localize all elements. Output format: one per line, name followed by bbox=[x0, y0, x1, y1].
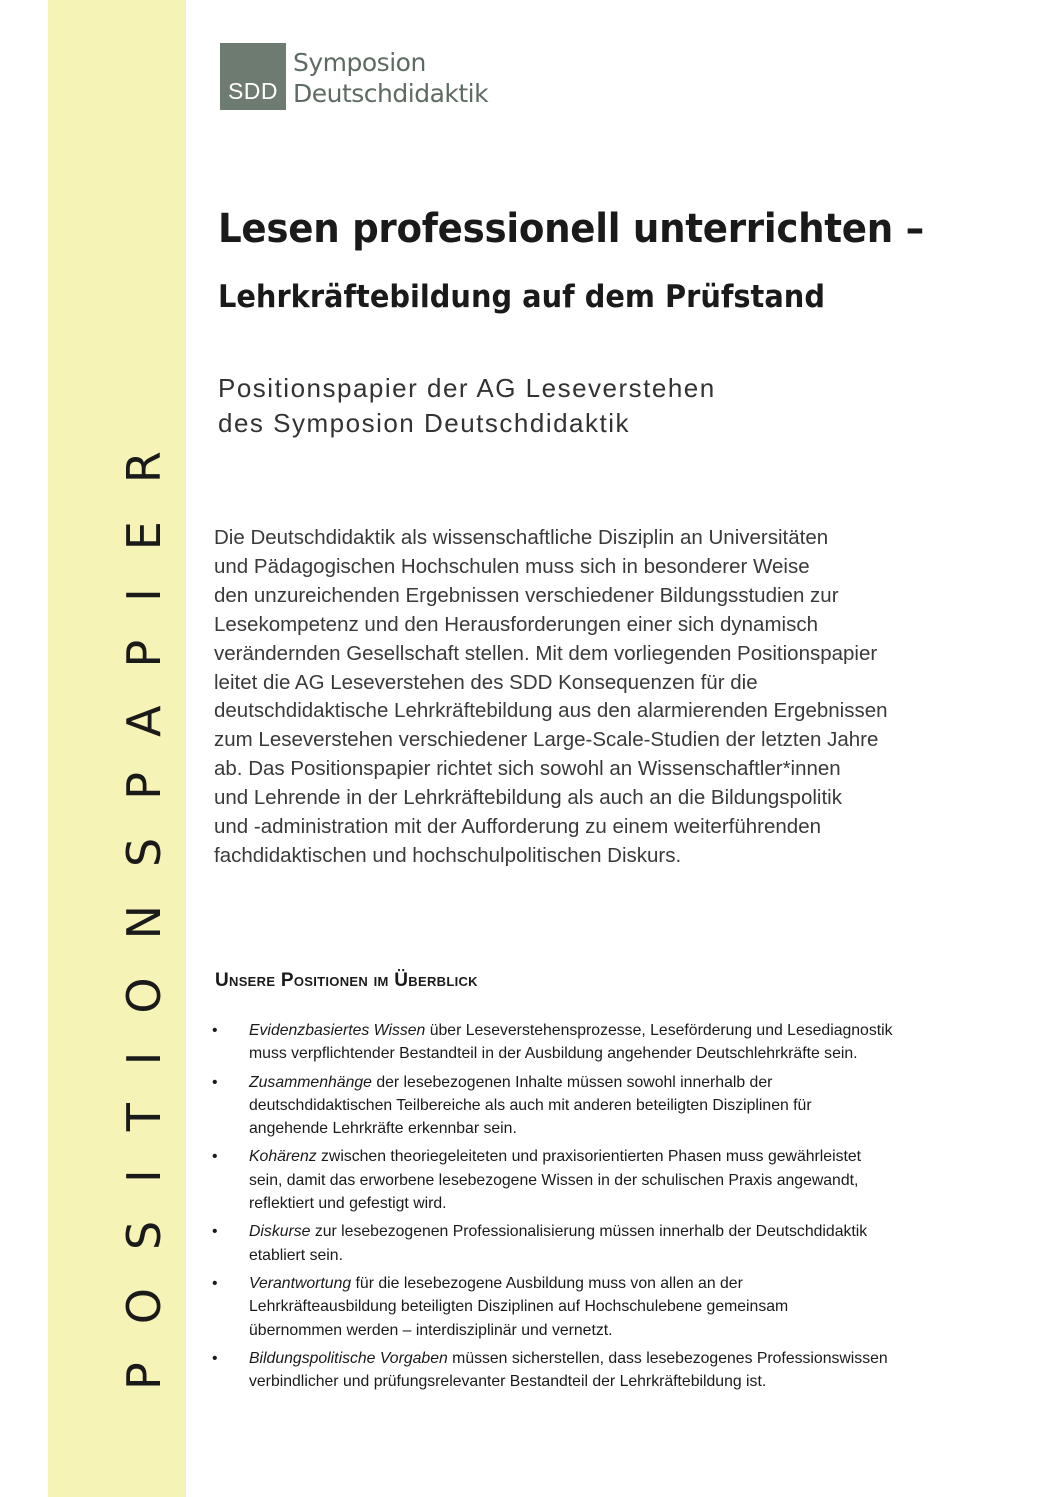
list-item-line: etabliert sein. bbox=[249, 1246, 343, 1264]
position-text: über Leseverstehensprozesse, Leseförderung und Lesediagnostik bbox=[425, 1022, 893, 1039]
bullet: • bbox=[212, 1223, 218, 1241]
list-item-line: verbindlicher und prüfungsrelevanter Bestandteil der Lehrkräftebildung ist. bbox=[249, 1373, 767, 1391]
document-subtitle: Lehrkräftebildung auf dem Prüfstand bbox=[218, 279, 825, 315]
abstract-line: Die Deutschdidaktik als wissenschaftliche Disziplin an Universitäten bbox=[214, 526, 829, 549]
bullet: • bbox=[212, 1148, 218, 1166]
position-term: Evidenzbasiertes Wissen bbox=[249, 1022, 426, 1039]
abstract-line: und -administration mit der Aufforderung zu einem weiterführenden bbox=[214, 815, 821, 839]
position-text: der lesebezogenen Inhalte müssen sowohl innerhalb der bbox=[371, 1073, 773, 1091]
abstract-line: den unzureichenden Ergebnissen verschiedener Bildungsstudien zur bbox=[214, 583, 839, 607]
abstract-line: leitet die AG Leseverstehen des SDD Konsequenzen für die bbox=[214, 670, 758, 694]
list-item-line bbox=[249, 1347, 992, 1370]
list-item-line: reflektiert und gefestigt wird. bbox=[249, 1195, 447, 1213]
logo-name-line1: Symposion bbox=[293, 48, 426, 77]
abstract-line: Lesekompetenz und den Herausforderungen einer sich dynamisch bbox=[214, 612, 818, 636]
abstract-line: verändernden Gesellschaft stellen. Mit dem vorliegenden Positionspapier bbox=[214, 641, 878, 665]
sidebar-label: POSITIONSPAPIER bbox=[117, 413, 171, 1390]
position-text: zwischen theoriegeleiteten und praxisorientierten Phasen muss gewährleistet bbox=[316, 1148, 862, 1166]
positions-list bbox=[212, 1019, 992, 1398]
list-item-line: Lehrkräfteausbildung beteiligten Disziplinen auf Hochschulebene gemeinsam bbox=[249, 1298, 789, 1316]
abstract-line: deutschdidaktische Lehrkräftebildung aus den alarmierenden Ergebnissen bbox=[214, 699, 888, 723]
list-item bbox=[212, 1019, 992, 1066]
list-item-line bbox=[249, 1220, 992, 1243]
bullet: • bbox=[212, 1073, 218, 1091]
section-heading: Unsere Positionen im Überblick bbox=[215, 970, 478, 991]
abstract-line: und Pädagogischen Hochschulen muss sich in besonderer Weise bbox=[214, 554, 810, 578]
position-text: für die lesebezogene Ausbildung muss von allen an der bbox=[351, 1274, 743, 1292]
list-item bbox=[212, 1347, 992, 1394]
lead-text bbox=[218, 371, 716, 441]
position-term: Verantwortung bbox=[249, 1274, 352, 1292]
list-item-line bbox=[249, 1145, 992, 1168]
abstract-line: fachdidaktischen und hochschulpolitischen Diskurs. bbox=[214, 843, 682, 867]
bullet: • bbox=[212, 1349, 218, 1367]
list-item-line: sein, damit das erworbene lesebezogene Wissen in der schulischen Praxis angewandt, bbox=[249, 1171, 859, 1189]
abstract-line: zum Leseverstehen verschiedener Large-Scale-Studien der letzten Jahre bbox=[214, 728, 879, 752]
abstract-paragraph bbox=[214, 524, 974, 871]
lead-line: Positionspapier der AG Leseverstehen bbox=[218, 373, 716, 403]
position-term: Diskurse bbox=[249, 1223, 311, 1241]
list-item-line: muss verpflichtender Bestandteil in der Ausbildung angehender Deutschlehrkräfte sein. bbox=[249, 1045, 858, 1063]
position-term: Bildungspolitische Vorgaben bbox=[249, 1349, 448, 1367]
list-item-line: übernommen werden – interdisziplinär und vernetzt. bbox=[249, 1321, 613, 1339]
logo-box bbox=[220, 43, 286, 110]
bullet: • bbox=[212, 1022, 218, 1039]
list-item-line: angehende Lehrkräfte erkennbar sein. bbox=[249, 1120, 517, 1138]
position-term: Zusammenhänge bbox=[249, 1073, 372, 1091]
list-item-line bbox=[249, 1019, 992, 1042]
list-item-line bbox=[249, 1071, 992, 1094]
abstract-line: ab. Das Positionspapier richtet sich sowohl an Wissenschaftler*innen bbox=[214, 757, 841, 781]
list-item bbox=[212, 1220, 992, 1267]
document-title: Lesen professionell unterrichten – bbox=[218, 206, 924, 252]
lead-line: des Symposion Deutschdidaktik bbox=[218, 408, 631, 438]
list-item-line bbox=[249, 1272, 992, 1295]
bullet: • bbox=[212, 1274, 218, 1292]
list-item bbox=[212, 1071, 992, 1141]
abstract-line: und Lehrende in der Lehrkräftebildung als auch an die Bildungspolitik bbox=[214, 786, 842, 810]
position-text: zur lesebezogenen Professionalisierung müssen innerhalb der Deutschdidaktik bbox=[310, 1223, 868, 1241]
logo-name-line2: Deutschdidaktik bbox=[293, 79, 489, 108]
position-term: Kohärenz bbox=[249, 1148, 317, 1166]
list-item bbox=[212, 1272, 992, 1342]
position-text: müssen sicherstellen, dass lesebezogenes Professionswissen bbox=[447, 1349, 888, 1367]
logo-abbreviation: SDD bbox=[227, 78, 279, 104]
list-item bbox=[212, 1145, 992, 1215]
list-item-line: deutschdidaktischen Teilbereiche als auch mit anderen beteiligten Disziplinen für bbox=[249, 1096, 812, 1114]
